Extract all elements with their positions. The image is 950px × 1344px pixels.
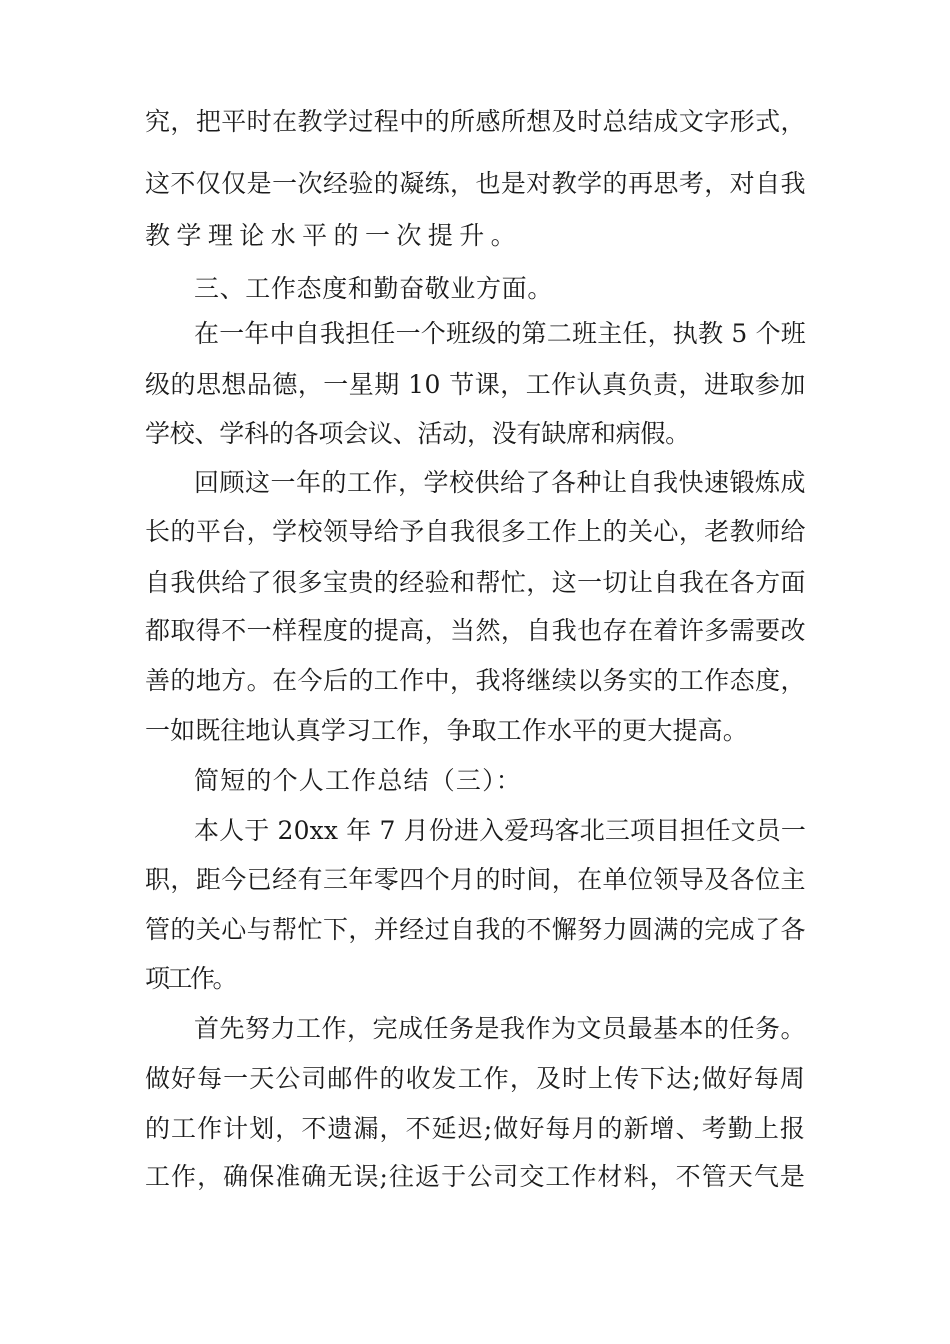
text-line: 自我供给了很多宝贵的经验和帮忙，这一切让自我在各方面 bbox=[145, 568, 806, 597]
text-line: 一如既往地认真学习工作，争取工作水平的更大提高。 bbox=[145, 716, 748, 745]
text-line: 管的关心与帮忙下，并经过自我的不懈努力圆满的完成了各 bbox=[145, 915, 806, 944]
text-line: 教学理论水平的一次提升。 bbox=[145, 221, 523, 250]
text-line: 的工作计划，不遗漏，不延迟;做好每月的新增、考勤上报 bbox=[145, 1114, 806, 1143]
text-line: 究，把平时在教学过程中的所感所想及时总结成文字形式， bbox=[145, 107, 806, 136]
text-line: 都取得不一样程度的提高，当然，自我也存在着许多需要改 bbox=[145, 616, 806, 645]
text-line: 工作，确保准确无误;往返于公司交工作材料，不管天气是 bbox=[145, 1162, 806, 1191]
text-line: 项工作。 bbox=[145, 964, 236, 993]
text-line: 本人于 20xx 年 7 月份进入爱玛客北三项目担任文员一 bbox=[194, 816, 807, 845]
text-line: 善的地方。在今后的工作中，我将继续以务实的工作态度， bbox=[145, 666, 806, 695]
section-heading: 简短的个人工作总结（三）： bbox=[194, 766, 522, 795]
text-line: 这不仅仅是一次经验的凝练，也是对教学的再思考，对自我 bbox=[145, 169, 806, 198]
text-line: 在一年中自我担任一个班级的第二班主任，执教 5 个班 bbox=[194, 319, 807, 348]
text-line: 回顾这一年的工作，学校供给了各种让自我快速锻炼成 bbox=[194, 468, 807, 497]
text-line: 级的思想品德，一星期 10 节课，工作认真负责，进取参加 bbox=[145, 370, 806, 399]
text-line: 学校、学科的各项会议、活动，没有缺席和病假。 bbox=[145, 419, 690, 448]
text-line: 做好每一天公司邮件的收发工作，及时上传下达;做好每周 bbox=[145, 1064, 806, 1093]
text-line: 首先努力工作，完成任务是我作为文员最基本的任务。 bbox=[194, 1014, 807, 1043]
section-heading: 三、工作态度和勤奋敬业方面。 bbox=[194, 274, 553, 303]
text-line: 职，距今已经有三年零四个月的时间，在单位领导及各位主 bbox=[145, 865, 806, 894]
text-line: 长的平台，学校领导给予自我很多工作上的关心，老教师给 bbox=[145, 517, 806, 546]
